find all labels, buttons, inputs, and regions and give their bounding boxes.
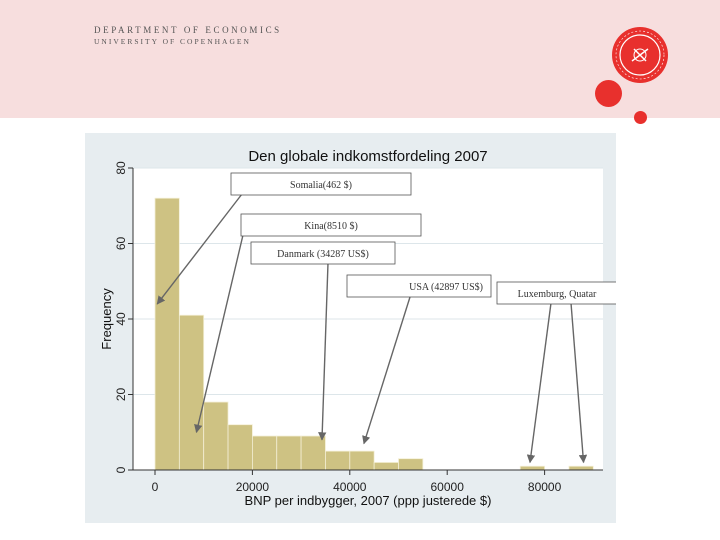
histogram-bar bbox=[325, 451, 349, 470]
annotation-label: Danmark (34287 US$) bbox=[277, 249, 369, 260]
y-tick-label: 0 bbox=[114, 466, 128, 474]
y-tick-label: 40 bbox=[114, 312, 128, 326]
histogram-bar bbox=[277, 436, 301, 470]
decorative-dot-small bbox=[634, 111, 647, 124]
y-axis-label: Frequency bbox=[99, 288, 114, 350]
y-tick-label: 20 bbox=[114, 387, 128, 402]
annotation-label: Kina(8510 $) bbox=[304, 221, 358, 232]
histogram-bar bbox=[374, 462, 398, 470]
histogram-bar bbox=[228, 425, 252, 470]
header-band bbox=[0, 0, 720, 118]
histogram-bar bbox=[179, 315, 203, 470]
y-tick-label: 80 bbox=[114, 161, 128, 175]
decorative-dot-large bbox=[595, 80, 622, 107]
x-tick-label: 20000 bbox=[235, 480, 270, 494]
y-tick-label: 60 bbox=[114, 236, 128, 251]
x-tick-label: 40000 bbox=[333, 480, 367, 494]
histogram-bar bbox=[204, 402, 228, 470]
x-tick-label: 60000 bbox=[430, 480, 464, 494]
histogram-bar bbox=[569, 466, 593, 470]
histogram-bar bbox=[520, 466, 544, 470]
histogram-chart bbox=[85, 133, 616, 523]
chart-title: Den globale indkomstfordeling 2007 bbox=[248, 148, 488, 165]
university-name: UNIVERSITY OF COPENHAGEN bbox=[94, 37, 251, 46]
histogram-bar bbox=[301, 436, 325, 470]
department-name: DEPARTMENT OF ECONOMICS bbox=[94, 25, 282, 35]
annotation-label: Somalia(462 $) bbox=[290, 180, 352, 191]
university-seal-icon bbox=[610, 25, 670, 85]
histogram-bar bbox=[399, 459, 423, 470]
histogram-bar bbox=[155, 198, 179, 470]
x-tick-label: 80000 bbox=[527, 480, 562, 494]
x-tick-label: 0 bbox=[151, 480, 159, 494]
histogram-bar bbox=[350, 451, 374, 470]
annotation-label: Luxemburg, Quatar bbox=[517, 289, 597, 300]
x-axis-label: BNP per indbygger, 2007 (ppp justerede $) bbox=[244, 493, 492, 508]
annotation-label: USA (42897 US$) bbox=[409, 282, 483, 293]
histogram-bar bbox=[252, 436, 276, 470]
